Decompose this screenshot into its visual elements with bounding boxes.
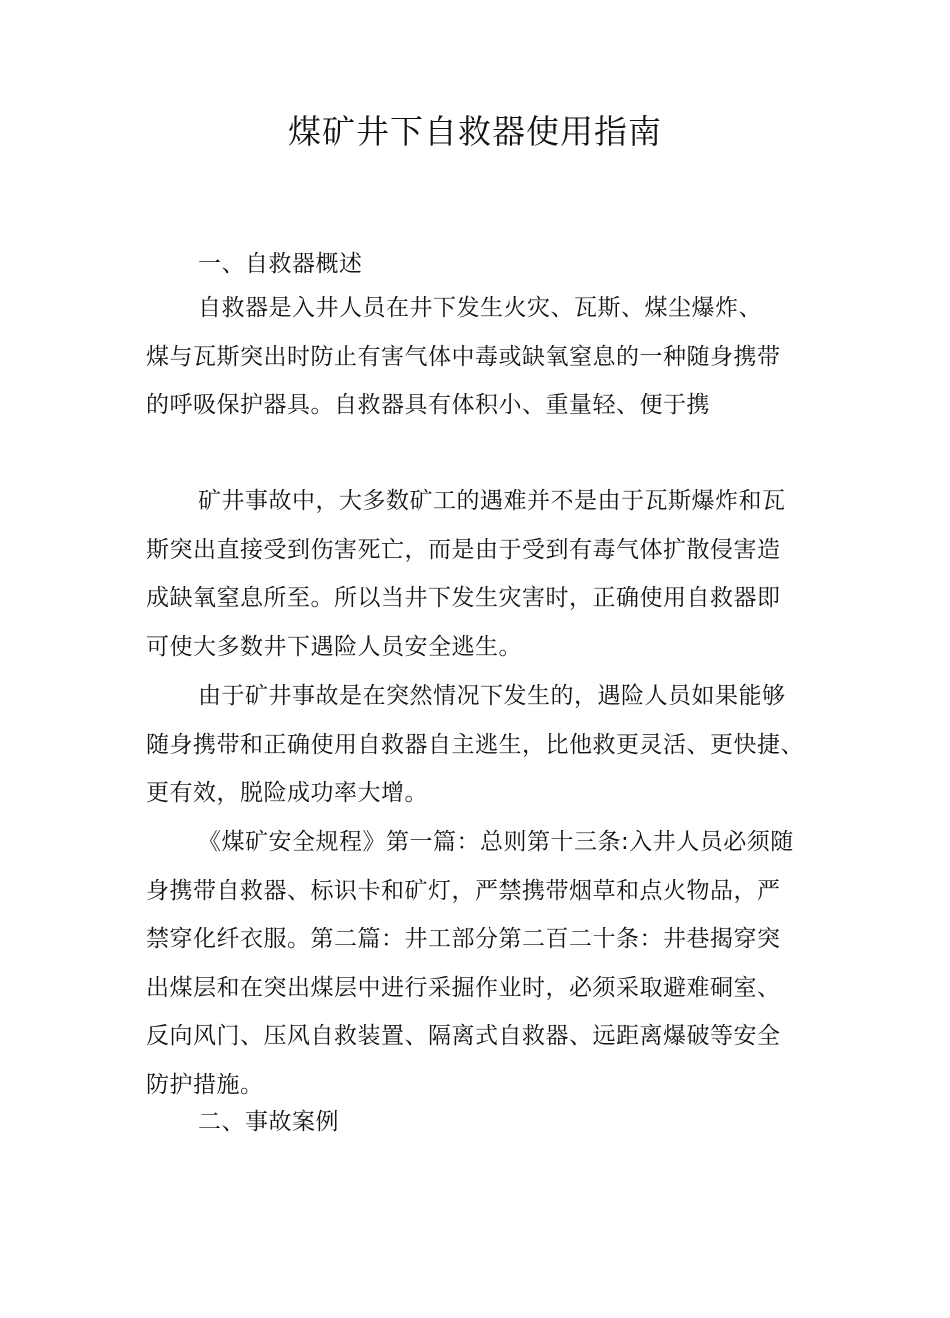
paragraph-4-line-5: 反向风门、压风自救装置、隔离式自救器、远距离爆破等安全 <box>146 1023 781 1049</box>
paragraph-2-line-3: 成缺氧窒息所至。所以当井下发生灾害时，正确使用自救器即 <box>146 585 781 611</box>
paragraph-1-line-2: 煤与瓦斯突出时防止有害气体中毒或缺氧窒息的一种随身携带 <box>146 344 781 370</box>
paragraph-1-line-3: 的呼吸保护器具。自救器具有体积小、重量轻、便于携 <box>146 392 710 418</box>
paragraph-2-line-2: 斯突出直接受到伤害死亡，而是由于受到有毒气体扩散侵害造 <box>146 537 781 563</box>
paragraph-4-line-4: 出煤层和在突出煤层中进行采掘作业时，必须采取避难硐室、 <box>146 975 781 1001</box>
paragraph-3-line-3: 更有效，脱险成功率大增。 <box>146 780 428 806</box>
paragraph-2-line-4: 可使大多数井下遇险人员安全逃生。 <box>146 634 522 660</box>
paragraph-3-line-2: 随身携带和正确使用自救器自主逃生，比他救更灵活、更快捷、 <box>146 732 804 758</box>
paragraph-3-line-1: 由于矿井事故是在突然情况下发生的，遇险人员如果能够 <box>198 683 786 709</box>
paragraph-1-line-1: 自救器是入井人员在井下发生火灾、瓦斯、煤尘爆炸、 <box>198 295 762 321</box>
paragraph-4-line-1: 《煤矿安全规程》第一篇：总则第十三条:入井人员必须随 <box>198 829 794 855</box>
paragraph-4-line-6: 防护措施。 <box>146 1072 264 1098</box>
paragraph-4-line-3: 禁穿化纤衣服。第二篇：井工部分第二百二十条：井巷揭穿突 <box>146 926 781 952</box>
paragraph-2-line-1: 矿井事故中，大多数矿工的遇难并不是由于瓦斯爆炸和瓦 <box>198 488 786 514</box>
section-heading-accident-cases: 二、事故案例 <box>198 1109 339 1135</box>
document-title: 煤矿井下自救器使用指南 <box>288 112 662 151</box>
section-heading-overview: 一、自救器概述 <box>198 251 363 277</box>
paragraph-4-line-2: 身携带自救器、标识卡和矿灯，严禁携带烟草和点火物品，严 <box>146 878 781 904</box>
